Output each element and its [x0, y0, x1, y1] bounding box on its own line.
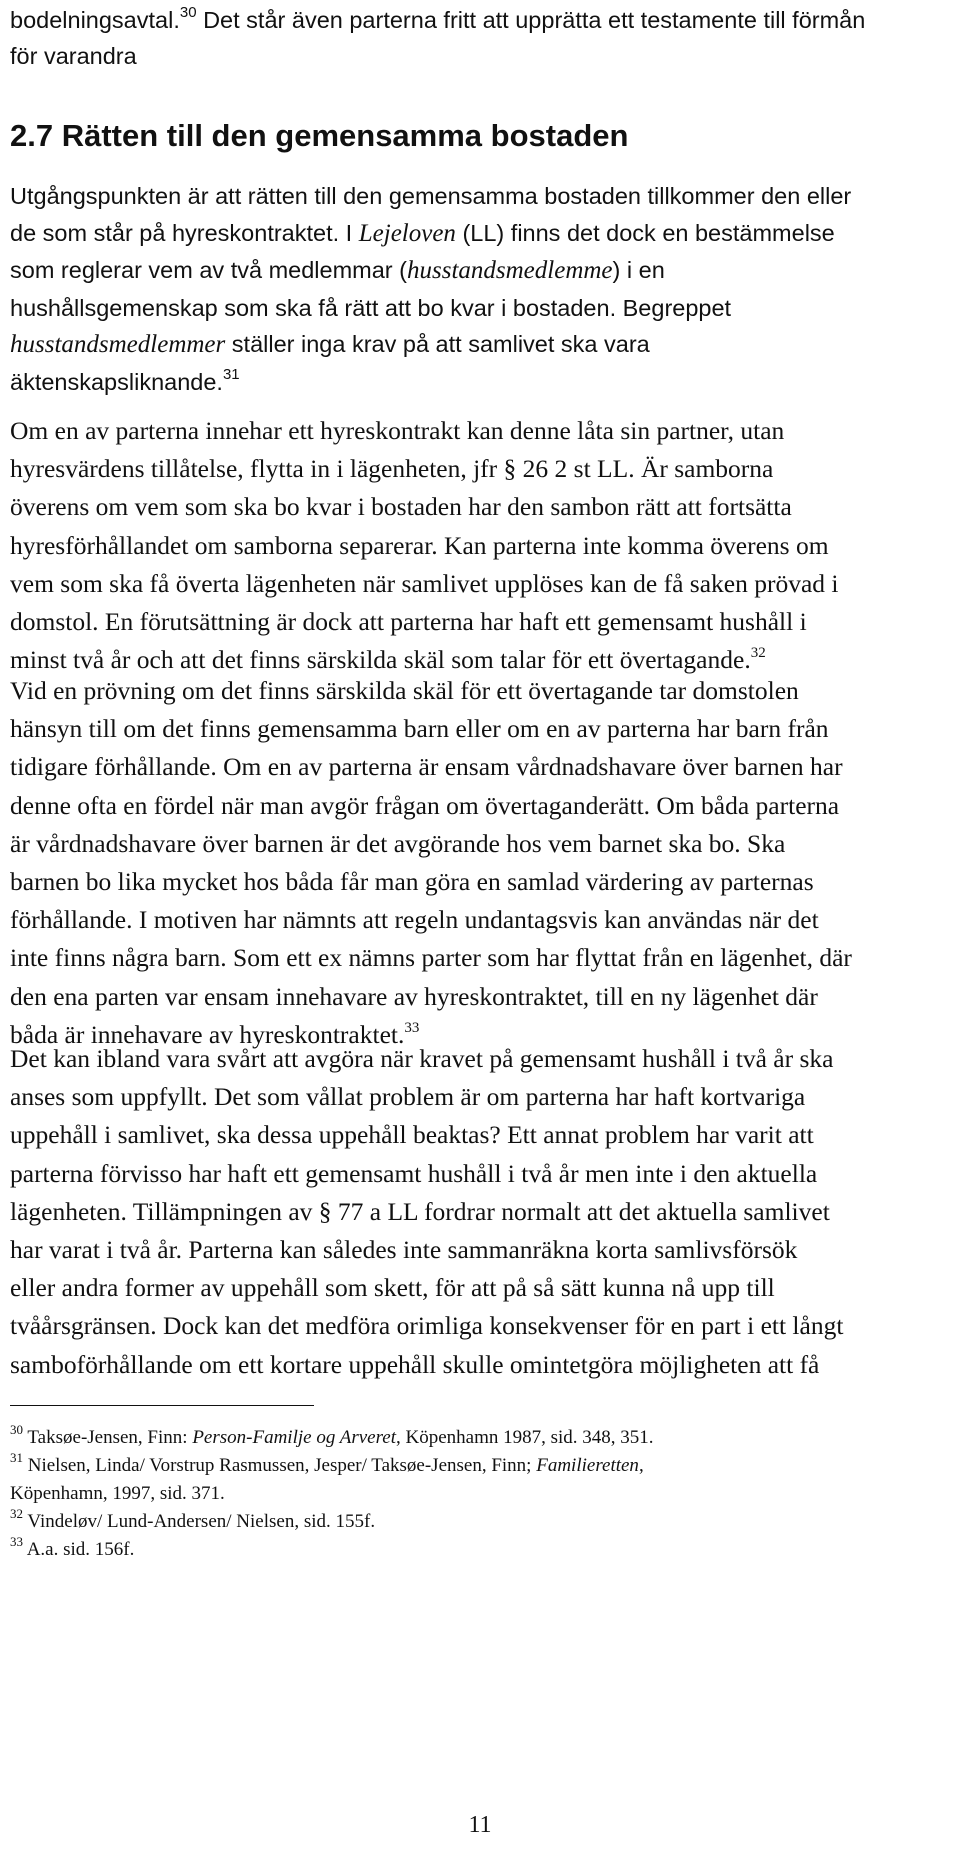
text: som reglerar vem av två medlemmar (	[10, 257, 407, 283]
paragraph-3	[10, 672, 960, 1054]
text-line: tidigare förhållande. Om en av parterna är ensam vårdnadshavare över barnen har	[10, 752, 843, 782]
text-line: hyresförhållandet om samborna separerar. Kan parterna inte komma överens om	[10, 530, 829, 560]
text-line: förhållande. I motiven har nämnts att regeln undantagsvis kan användas när det	[10, 905, 819, 935]
paragraph-1	[10, 178, 960, 400]
text-line: eller andra former av uppehåll som skett, för att på så sätt kunna nå upp till	[10, 1273, 775, 1303]
footnote-ref[interactable]: 31	[222, 365, 240, 383]
text-line: hyresvärdens tillåtelse, flytta in i lägenheten, jfr § 26 2 st LL. Är samborna	[10, 454, 774, 484]
text-line: Utgångspunkten är att rätten till den gemensamma bostaden tillkommer den eller	[10, 183, 852, 209]
text-line: har varat i två år. Parterna kan således inte sammanräkna korta samlivsförsök	[10, 1235, 798, 1265]
footnote-ref[interactable]: 33	[404, 1019, 420, 1036]
paragraph-continuation	[10, 2, 960, 74]
footnote-number: 31	[10, 1450, 23, 1465]
italic-term: husstandsmedlemmer	[10, 331, 226, 358]
text-line: hänsyn till om det finns gemensamma barn eller om en av parterna har barn från	[10, 714, 829, 744]
text: Det står även parterna fritt att upprätta ett testamente till förmån	[196, 7, 866, 33]
text-line: samboförhållande om ett kortare uppehåll skulle omintetgöra möjligheten att få	[10, 1349, 820, 1379]
text-line: Vid en prövning om det finns särskilda skäl för ett övertagande tar domstolen	[10, 676, 799, 705]
text: äktenskapsliknande.	[10, 368, 223, 395]
text-line: är vårdnadshavare över barnen är det avgörande hos vem barnet ska bo. Ska	[10, 828, 786, 858]
text-line: inte finns några barn. Som ett ex nämns parter som har flyttat från en lägenhet, där	[10, 943, 852, 973]
page-number: 11	[468, 1812, 492, 1838]
italic-term: husstandsmedlemme	[407, 257, 613, 284]
footnote-ref[interactable]: 30	[179, 4, 197, 21]
text-line: överens om vem som ska bo kvar i bostaden har den sambon rätt att fortsätta	[10, 492, 792, 522]
text: Nielsen, Linda/ Vorstrup Rasmussen, Jesper/ Taksøe-Jensen, Finn;	[23, 1455, 537, 1476]
paragraph-4	[10, 1040, 960, 1384]
italic-term: Lejeloven	[358, 219, 456, 247]
footnote-separator	[10, 1405, 314, 1406]
text-line: uppehåll i samlivet, ska dessa uppehåll beaktas? Ett annat problem har varit att	[10, 1120, 814, 1150]
text-line: för varandra	[10, 43, 137, 69]
text-line: domstol. En förutsättning är dock att parterna har haft ett gemensamt hushåll i	[10, 607, 807, 637]
text-line: tvåårsgränsen. Dock kan det medföra orimliga konsekvenser för en part i ett långt	[10, 1311, 844, 1341]
italic-title: Familieretten	[536, 1455, 639, 1476]
text: Taksøe-Jensen, Finn:	[23, 1427, 193, 1448]
text: båda är innehavare av hyreskontraktet.	[10, 1019, 405, 1049]
text-line: Det kan ibland vara svårt att avgöra när kravet på gemensamt hushåll i två år ska	[10, 1044, 834, 1073]
footnote-31	[10, 1452, 644, 1508]
text-line: den ena parten var ensam innehavare av hyreskontraktet, till en ny lägenhet där	[10, 981, 818, 1011]
footnote-number: 30	[10, 1422, 23, 1437]
text-line: parterna förvisso har haft ett gemensamt hushåll i två år men inte i den aktuella	[10, 1158, 818, 1188]
section-heading: 2.7 Rätten till den gemensamma bostaden	[10, 118, 629, 153]
text: minst två år och att det finns särskilda skäl som talar för ett övertagande.	[10, 645, 751, 675]
text-line: vem som ska få överta lägenheten när samlivet upplöses kan de få saken prövad i	[10, 568, 839, 598]
text-line: barnen bo lika mycket hos båda får man göra en samlad värdering av parternas	[10, 867, 814, 897]
text-line: denne ofta en fördel när man avgör frågan om övertaganderätt. Om båda parterna	[10, 790, 840, 820]
text: ,	[638, 1455, 644, 1476]
text: (LL) finns det dock en bestämmelse	[455, 219, 835, 246]
footnote-33	[10, 1536, 134, 1564]
footnote-32	[10, 1508, 375, 1536]
text: A.a. sid. 156f.	[23, 1539, 135, 1560]
footnote-number: 32	[10, 1506, 23, 1521]
text: ställer inga krav på att samlivet ska vara	[225, 331, 650, 357]
footnote-number: 33	[10, 1534, 23, 1549]
paragraph-2	[10, 412, 960, 679]
text-line: Om en av parterna innehar ett hyreskontrakt kan denne låta sin partner, utan	[10, 416, 785, 445]
footnote-ref[interactable]: 32	[750, 645, 766, 662]
footnote-30	[10, 1424, 654, 1452]
text-line: anses som uppfyllt. Det som vållat problem är om parterna har haft kortvariga	[10, 1082, 806, 1112]
italic-title: Person-Familje og Arveret	[192, 1427, 396, 1448]
text: ) i en	[612, 257, 665, 283]
text: Vindeløv/ Lund-Andersen/ Nielsen, sid. 155f.	[23, 1511, 376, 1532]
text: bodelningsavtal.	[10, 7, 180, 33]
text-line: lägenheten. Tillämpningen av § 77 a LL fordrar normalt att det aktuella samlivet	[10, 1196, 830, 1226]
text-line: hushållsgemenskap som ska få rätt att bo kvar i bostaden. Begreppet	[10, 294, 732, 321]
text-line: Köpenhamn, 1997, sid. 371.	[10, 1483, 225, 1504]
text: de som står på hyreskontraktet. I	[10, 219, 359, 246]
text: , Köpenhamn 1987, sid. 348, 351.	[396, 1427, 654, 1448]
